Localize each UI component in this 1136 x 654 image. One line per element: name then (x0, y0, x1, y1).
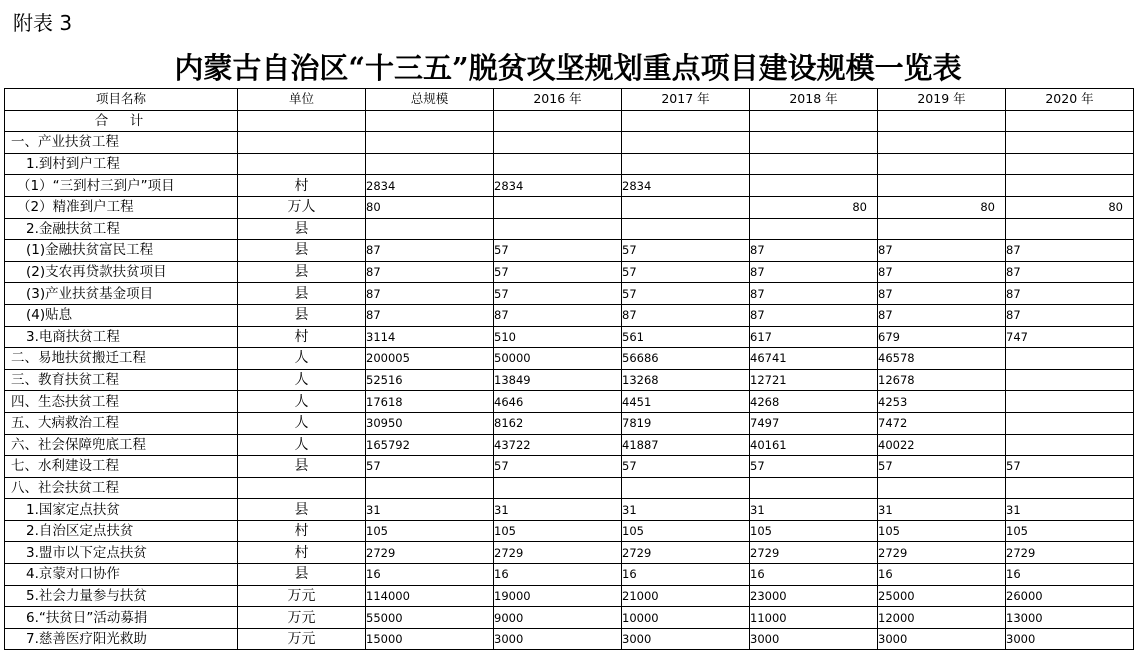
value-2017 (622, 132, 750, 154)
unit: 县 (238, 499, 366, 521)
item-name: 1.到村到户工程 (5, 153, 238, 175)
value-2016: 2834 (494, 175, 622, 197)
value-2017: 13268 (622, 369, 750, 391)
table-row (5, 520, 1134, 542)
value-2020 (1006, 153, 1134, 175)
value-2019: 7472 (878, 412, 1006, 434)
value-2017: 87 (622, 304, 750, 326)
table-row (5, 326, 1134, 348)
project-scale-table (4, 88, 1134, 650)
item-name: 5.社会力量参与扶贫 (5, 585, 238, 607)
value-2020 (1006, 412, 1134, 434)
value-2016: 13849 (494, 369, 622, 391)
value-2020: 87 (1006, 240, 1134, 262)
value-2017: 2834 (622, 175, 750, 197)
table-row (5, 607, 1134, 629)
unit: 县 (238, 304, 366, 326)
value-2020: 87 (1006, 261, 1134, 283)
value-2017 (622, 153, 750, 175)
total-scale: 80 (366, 196, 494, 218)
value-2016: 50000 (494, 348, 622, 370)
value-2020: 2729 (1006, 542, 1134, 564)
unit: 人 (238, 391, 366, 413)
value-2020 (1006, 175, 1134, 197)
table-row (5, 369, 1134, 391)
table-row (5, 628, 1134, 650)
header-unit: 单位 (238, 89, 366, 111)
item-name: 合 计 (5, 110, 238, 132)
value-2019: 4253 (878, 391, 1006, 413)
unit: 县 (238, 261, 366, 283)
item-name: 七、水利建设工程 (5, 456, 238, 478)
value-2020 (1006, 348, 1134, 370)
total-scale: 165792 (366, 434, 494, 456)
value-2019: 87 (878, 240, 1006, 262)
table-row (5, 585, 1134, 607)
value-2020 (1006, 477, 1134, 499)
table-row (5, 564, 1134, 586)
value-2017: 21000 (622, 585, 750, 607)
value-2020 (1006, 434, 1134, 456)
unit: 县 (238, 283, 366, 305)
table-row (5, 261, 1134, 283)
item-name: 3.盟市以下定点扶贫 (5, 542, 238, 564)
total-scale: 57 (366, 456, 494, 478)
value-2018: 105 (750, 520, 878, 542)
unit (238, 477, 366, 499)
value-2017: 3000 (622, 628, 750, 650)
table-row (5, 175, 1134, 197)
value-2019 (878, 110, 1006, 132)
total-scale: 52516 (366, 369, 494, 391)
value-2016 (494, 477, 622, 499)
header-2019: 2019 年 (878, 89, 1006, 111)
unit: 人 (238, 434, 366, 456)
value-2017: 57 (622, 456, 750, 478)
header-2017: 2017 年 (622, 89, 750, 111)
total-scale: 55000 (366, 607, 494, 629)
value-2018: 3000 (750, 628, 878, 650)
value-2016: 2729 (494, 542, 622, 564)
value-2016: 57 (494, 456, 622, 478)
value-2019: 87 (878, 304, 1006, 326)
total-scale: 105 (366, 520, 494, 542)
value-2017: 105 (622, 520, 750, 542)
total-scale (366, 218, 494, 240)
value-2017: 31 (622, 499, 750, 521)
total-scale: 2834 (366, 175, 494, 197)
value-2020 (1006, 132, 1134, 154)
value-2019: 2729 (878, 542, 1006, 564)
value-2017: 41887 (622, 434, 750, 456)
table-row (5, 542, 1134, 564)
value-2019 (878, 153, 1006, 175)
item-name: (4)贴息 (5, 304, 238, 326)
value-2017: 16 (622, 564, 750, 586)
value-2019: 12678 (878, 369, 1006, 391)
value-2016: 4646 (494, 391, 622, 413)
table-row (5, 348, 1134, 370)
item-name: (1)金融扶贫富民工程 (5, 240, 238, 262)
value-2018: 7497 (750, 412, 878, 434)
value-2018: 23000 (750, 585, 878, 607)
value-2020: 80 (1006, 196, 1134, 218)
table-row (5, 434, 1134, 456)
item-name: 4.京蒙对口协作 (5, 564, 238, 586)
unit: 万元 (238, 628, 366, 650)
value-2017 (622, 477, 750, 499)
value-2018: 4268 (750, 391, 878, 413)
value-2019: 87 (878, 283, 1006, 305)
value-2018: 87 (750, 304, 878, 326)
value-2016: 9000 (494, 607, 622, 629)
value-2016 (494, 132, 622, 154)
value-2018: 12721 (750, 369, 878, 391)
value-2019: 16 (878, 564, 1006, 586)
value-2018: 87 (750, 240, 878, 262)
value-2017: 56686 (622, 348, 750, 370)
unit (238, 110, 366, 132)
table-row (5, 218, 1134, 240)
value-2018: 87 (750, 283, 878, 305)
value-2018: 2729 (750, 542, 878, 564)
unit: 村 (238, 542, 366, 564)
total-scale (366, 132, 494, 154)
value-2018 (750, 175, 878, 197)
value-2020: 31 (1006, 499, 1134, 521)
unit: 县 (238, 564, 366, 586)
value-2017: 561 (622, 326, 750, 348)
table-row (5, 110, 1134, 132)
value-2018 (750, 132, 878, 154)
total-scale: 16 (366, 564, 494, 586)
value-2019 (878, 132, 1006, 154)
unit: 村 (238, 520, 366, 542)
value-2016: 16 (494, 564, 622, 586)
unit: 县 (238, 218, 366, 240)
unit (238, 132, 366, 154)
value-2018: 87 (750, 261, 878, 283)
value-2020: 16 (1006, 564, 1134, 586)
table-row (5, 456, 1134, 478)
value-2020 (1006, 391, 1134, 413)
value-2016: 43722 (494, 434, 622, 456)
item-name: 五、大病救治工程 (5, 412, 238, 434)
total-scale: 17618 (366, 391, 494, 413)
value-2017: 7819 (622, 412, 750, 434)
total-scale: 31 (366, 499, 494, 521)
value-2020: 26000 (1006, 585, 1134, 607)
total-scale: 30950 (366, 412, 494, 434)
value-2016 (494, 153, 622, 175)
item-name: 7.慈善医疗阳光救助 (5, 628, 238, 650)
item-name: 三、教育扶贫工程 (5, 369, 238, 391)
unit: 万人 (238, 196, 366, 218)
unit: 村 (238, 326, 366, 348)
header-item-name: 项目名称 (5, 89, 238, 111)
item-name: （1）“三到村三到户”项目 (5, 175, 238, 197)
value-2019 (878, 218, 1006, 240)
total-scale (366, 477, 494, 499)
unit: 县 (238, 240, 366, 262)
value-2019 (878, 175, 1006, 197)
table-row (5, 132, 1134, 154)
value-2017: 57 (622, 240, 750, 262)
total-scale: 87 (366, 261, 494, 283)
item-name: 八、社会扶贫工程 (5, 477, 238, 499)
value-2019: 80 (878, 196, 1006, 218)
item-name: 一、产业扶贫工程 (5, 132, 238, 154)
item-name: 3.电商扶贫工程 (5, 326, 238, 348)
value-2016: 57 (494, 240, 622, 262)
total-scale: 3114 (366, 326, 494, 348)
table-row (5, 499, 1134, 521)
value-2019: 46578 (878, 348, 1006, 370)
value-2017 (622, 196, 750, 218)
table-row (5, 477, 1134, 499)
item-name: 六、社会保障兜底工程 (5, 434, 238, 456)
header-2020: 2020 年 (1006, 89, 1134, 111)
total-scale (366, 153, 494, 175)
unit: 人 (238, 369, 366, 391)
value-2016: 510 (494, 326, 622, 348)
value-2016: 19000 (494, 585, 622, 607)
item-name: 2.金融扶贫工程 (5, 218, 238, 240)
value-2018: 617 (750, 326, 878, 348)
value-2019: 105 (878, 520, 1006, 542)
table-row (5, 391, 1134, 413)
value-2018 (750, 218, 878, 240)
value-2019: 12000 (878, 607, 1006, 629)
item-name: 四、生态扶贫工程 (5, 391, 238, 413)
total-scale: 200005 (366, 348, 494, 370)
unit (238, 153, 366, 175)
table-row (5, 283, 1134, 305)
value-2018: 11000 (750, 607, 878, 629)
value-2018: 57 (750, 456, 878, 478)
total-scale (366, 110, 494, 132)
value-2019 (878, 477, 1006, 499)
value-2018 (750, 153, 878, 175)
value-2018: 16 (750, 564, 878, 586)
value-2017: 2729 (622, 542, 750, 564)
item-name: (2)支农再贷款扶贫项目 (5, 261, 238, 283)
total-scale: 15000 (366, 628, 494, 650)
unit: 村 (238, 175, 366, 197)
total-scale: 87 (366, 283, 494, 305)
value-2016 (494, 110, 622, 132)
value-2016 (494, 196, 622, 218)
table-row (5, 304, 1134, 326)
value-2020 (1006, 110, 1134, 132)
value-2018: 40161 (750, 434, 878, 456)
table-row (5, 196, 1134, 218)
table-row (5, 240, 1134, 262)
item-name: 6.“扶贫日”活动募捐 (5, 607, 238, 629)
value-2019: 679 (878, 326, 1006, 348)
value-2020: 87 (1006, 304, 1134, 326)
value-2016: 57 (494, 283, 622, 305)
table-header-row (5, 89, 1134, 111)
value-2018: 46741 (750, 348, 878, 370)
value-2020: 13000 (1006, 607, 1134, 629)
table-row (5, 153, 1134, 175)
value-2019: 40022 (878, 434, 1006, 456)
value-2020: 57 (1006, 456, 1134, 478)
unit: 人 (238, 348, 366, 370)
table-row (5, 412, 1134, 434)
value-2017 (622, 218, 750, 240)
unit: 人 (238, 412, 366, 434)
total-scale: 87 (366, 304, 494, 326)
value-2016 (494, 218, 622, 240)
page-title: 内蒙古自治区“十三五”脱贫攻坚规划重点项目建设规模一览表 (174, 51, 962, 85)
header-total-scale: 总规模 (366, 89, 494, 111)
item-name: 2.自治区定点扶贫 (5, 520, 238, 542)
value-2019: 31 (878, 499, 1006, 521)
item-name: （2）精准到户工程 (5, 196, 238, 218)
value-2017: 57 (622, 261, 750, 283)
header-2018: 2018 年 (750, 89, 878, 111)
total-scale: 114000 (366, 585, 494, 607)
value-2020 (1006, 369, 1134, 391)
value-2019: 87 (878, 261, 1006, 283)
total-scale: 87 (366, 240, 494, 262)
value-2019: 57 (878, 456, 1006, 478)
value-2019: 25000 (878, 585, 1006, 607)
value-2016: 3000 (494, 628, 622, 650)
unit: 万元 (238, 585, 366, 607)
item-name: 1.国家定点扶贫 (5, 499, 238, 521)
value-2018: 80 (750, 196, 878, 218)
value-2016: 87 (494, 304, 622, 326)
value-2020: 747 (1006, 326, 1134, 348)
value-2020 (1006, 218, 1134, 240)
appendix-label: 附表 3 (13, 11, 73, 35)
item-name: (3)产业扶贫基金项目 (5, 283, 238, 305)
value-2020: 105 (1006, 520, 1134, 542)
value-2017: 4451 (622, 391, 750, 413)
value-2020: 3000 (1006, 628, 1134, 650)
value-2016: 105 (494, 520, 622, 542)
unit: 县 (238, 456, 366, 478)
unit: 万元 (238, 607, 366, 629)
value-2018: 31 (750, 499, 878, 521)
value-2020: 87 (1006, 283, 1134, 305)
value-2018 (750, 110, 878, 132)
value-2018 (750, 477, 878, 499)
value-2017: 10000 (622, 607, 750, 629)
value-2016: 31 (494, 499, 622, 521)
value-2016: 8162 (494, 412, 622, 434)
total-scale: 2729 (366, 542, 494, 564)
value-2019: 3000 (878, 628, 1006, 650)
item-name: 二、易地扶贫搬迁工程 (5, 348, 238, 370)
value-2017 (622, 110, 750, 132)
value-2016: 57 (494, 261, 622, 283)
header-2016: 2016 年 (494, 89, 622, 111)
value-2017: 57 (622, 283, 750, 305)
